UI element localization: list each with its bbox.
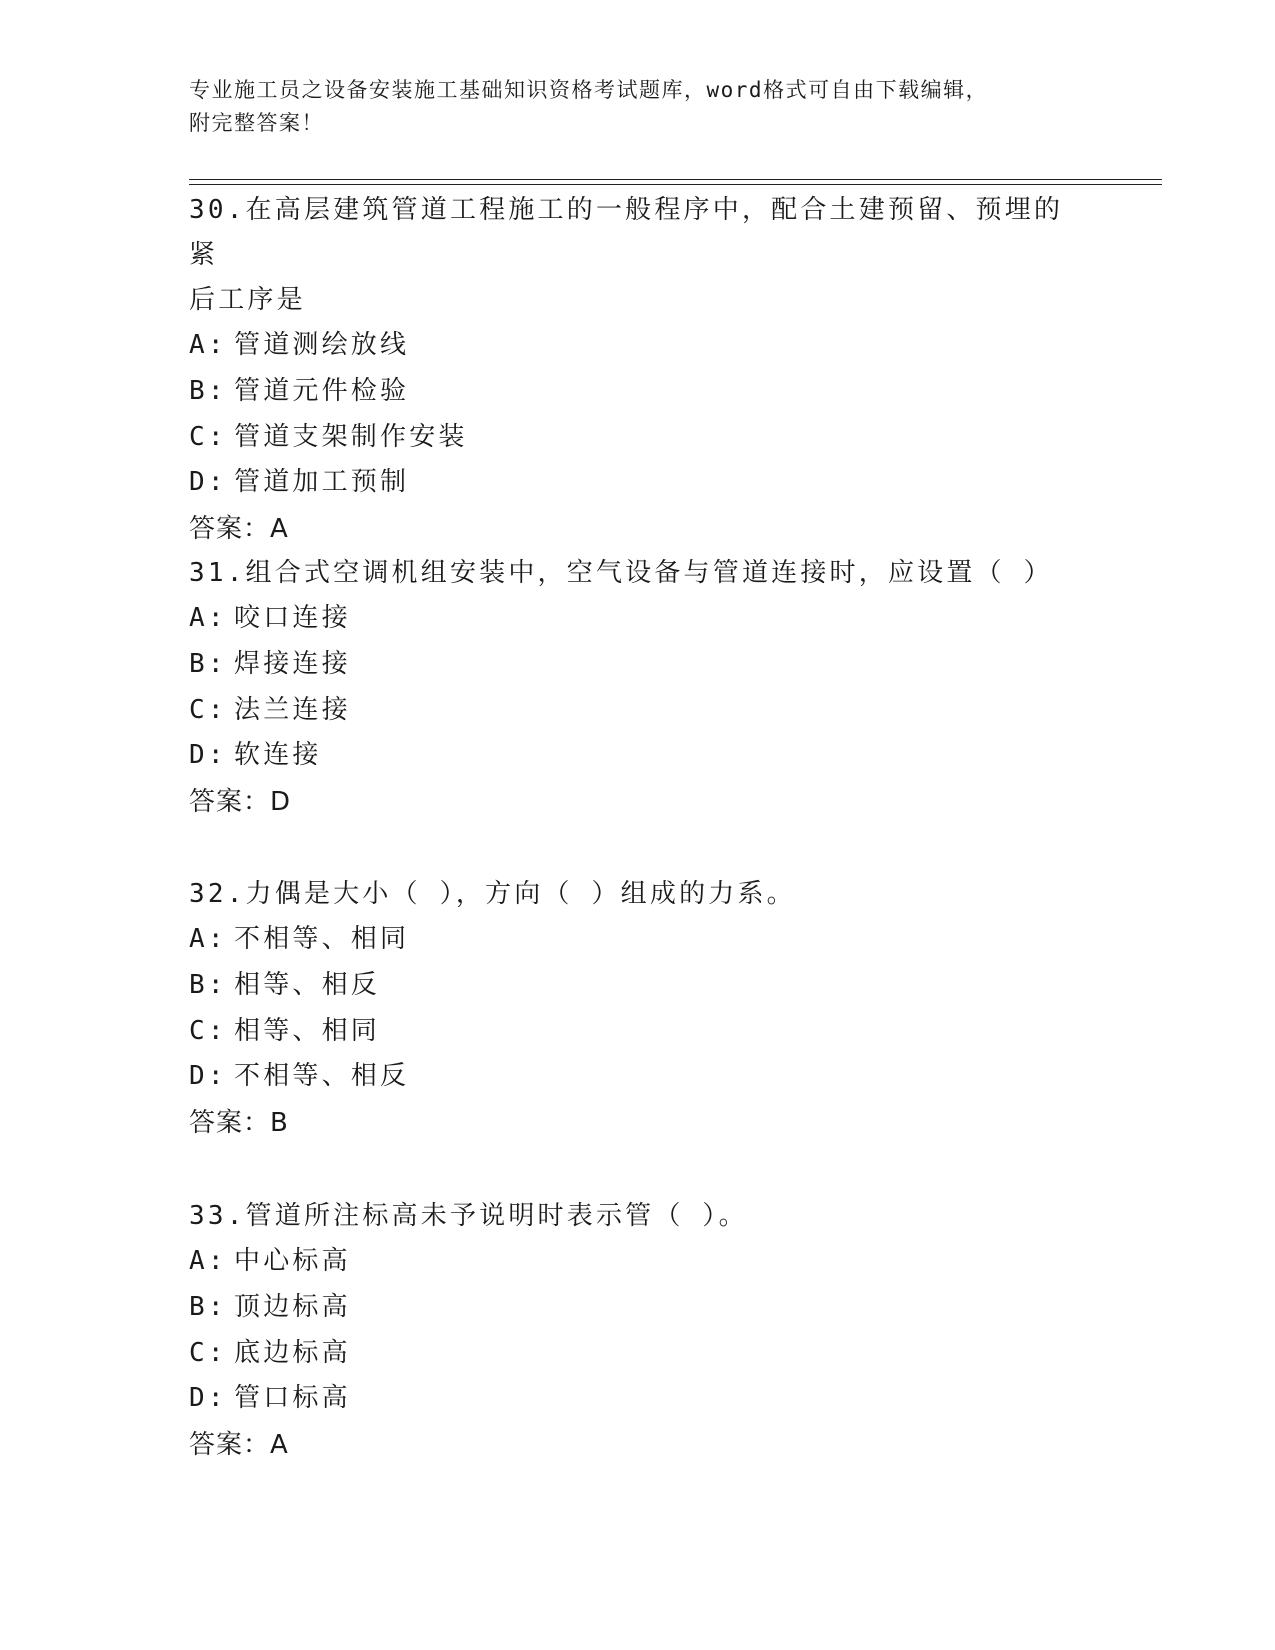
question-stem-line-1: 32.力偶是大小（ ），方向（ ）组成的力系。 [189,879,796,909]
question-33 [189,1194,1089,1468]
option-text: 管道元件检验 [234,375,410,406]
question-stem-line-1: 31.组合式空调机组安装中，空气设备与管道连接时，应设置（ ） [189,558,1053,588]
option-d [189,1376,1089,1422]
header-divider-bottom [189,184,1162,185]
option-letter: D: [189,1383,227,1414]
option-d [189,733,1089,779]
option-letter: A: [189,924,227,954]
document-header [189,74,1089,140]
option-text: 管道测绘放线 [234,330,410,360]
option-b [189,642,1089,688]
option-text: 相等、相同 [234,1015,381,1046]
option-letter: A: [189,330,227,360]
option-text: 管道支架制作安装 [234,421,468,452]
option-letter: D: [189,467,227,498]
question-stem [189,872,1089,917]
option-letter: C: [189,694,227,725]
option-text: 不相等、相同 [234,924,410,954]
option-text: 管口标高 [234,1383,351,1414]
option-text: 焊接连接 [234,648,351,679]
option-text: 相等、相反 [234,969,381,1000]
option-b [189,369,1089,415]
option-c [189,1009,1089,1055]
question-32 [189,872,1089,1146]
option-text: 法兰连接 [234,694,351,725]
question-31 [189,551,1089,825]
question-stem-line-2: 后工序是 [189,285,306,315]
option-text: 管道加工预制 [234,467,410,498]
option-a [189,596,1089,642]
option-letter: B: [189,648,227,679]
option-letter: C: [189,421,227,452]
option-letter: A: [189,1246,227,1276]
option-letter: B: [189,1291,227,1322]
header-line-1: 专业施工员之设备安装施工基础知识资格考试题库，word格式可自由下载编辑， [189,78,989,102]
option-text: 咬口连接 [234,603,351,633]
answer-line: 答案：A [189,514,289,545]
option-text: 底边标高 [234,1337,351,1368]
answer-line: 答案：D [189,787,292,818]
option-letter: C: [189,1015,227,1046]
option-text: 不相等、相反 [234,1061,410,1092]
header-line-2: 附完整答案！ [189,111,324,135]
option-c [189,688,1089,734]
option-letter: D: [189,1061,227,1092]
option-d [189,1054,1089,1100]
question-stem-line-1: 33.管道所注标高未予说明时表示管（ ）。 [189,1201,748,1231]
option-text: 顶边标高 [234,1291,351,1322]
header-divider-top [189,179,1162,180]
option-c [189,1331,1089,1377]
answer-line: 答案：B [189,1108,289,1139]
question-30 [189,188,1089,552]
question-stem [189,1194,1089,1239]
answer-line: 答案：A [189,1430,289,1461]
option-text: 软连接 [234,740,322,771]
option-d [189,460,1089,506]
question-stem-line-1: 30.在高层建筑管道工程施工的一般程序中，配合土建预留、预埋的紧 [189,195,1064,270]
option-letter: B: [189,375,227,406]
question-stem [189,551,1089,596]
option-a [189,1239,1089,1285]
option-a [189,917,1089,963]
option-b [189,963,1089,1009]
option-letter: D: [189,740,227,771]
option-letter: C: [189,1337,227,1368]
option-text: 中心标高 [234,1246,351,1276]
option-a [189,323,1089,369]
option-letter: A: [189,603,227,633]
option-c [189,415,1089,461]
question-stem [189,188,1089,323]
option-b [189,1285,1089,1331]
option-letter: B: [189,969,227,1000]
